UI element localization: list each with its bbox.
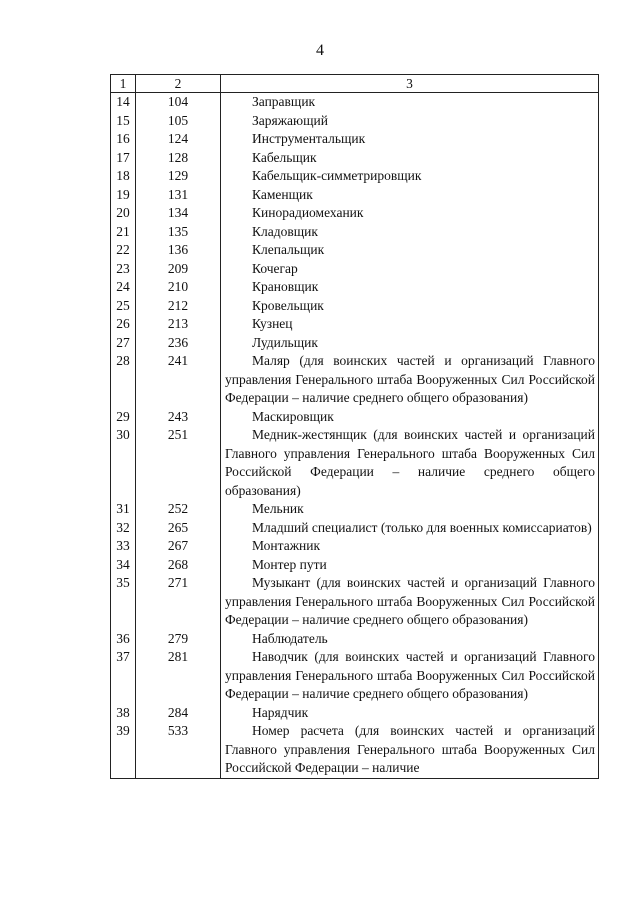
profession-code: 105 bbox=[136, 112, 221, 131]
table-row bbox=[111, 241, 599, 260]
profession-name: Кровельщик bbox=[252, 297, 324, 313]
profession-name-cell bbox=[221, 112, 599, 131]
profession-code: 271 bbox=[136, 574, 221, 630]
row-number: 19 bbox=[111, 186, 136, 205]
table-row bbox=[111, 223, 599, 242]
profession-name-cell bbox=[221, 93, 599, 112]
row-number: 21 bbox=[111, 223, 136, 242]
row-number: 25 bbox=[111, 297, 136, 316]
table-row bbox=[111, 630, 599, 649]
profession-name-cell bbox=[221, 241, 599, 260]
row-number: 37 bbox=[111, 648, 136, 704]
table-row bbox=[111, 537, 599, 556]
profession-name-cell bbox=[221, 278, 599, 297]
table-row bbox=[111, 260, 599, 279]
profession-name-cell bbox=[221, 630, 599, 649]
profession-name: Заправщик bbox=[252, 94, 316, 109]
row-number: 23 bbox=[111, 260, 136, 279]
table-row bbox=[111, 519, 599, 538]
profession-code: 128 bbox=[136, 149, 221, 168]
profession-name-cell bbox=[221, 648, 599, 704]
profession-code: 136 bbox=[136, 241, 221, 260]
profession-name: Наблюдатель bbox=[252, 630, 328, 646]
profession-code: 265 bbox=[136, 519, 221, 538]
row-number: 18 bbox=[111, 167, 136, 186]
profession-code: 131 bbox=[136, 186, 221, 205]
profession-code: 279 bbox=[136, 630, 221, 649]
profession-name: Каменщик bbox=[252, 186, 313, 202]
profession-code: 104 bbox=[136, 93, 221, 112]
profession-code: 252 bbox=[136, 500, 221, 519]
row-number: 29 bbox=[111, 408, 136, 427]
table-row bbox=[111, 93, 599, 112]
page-number: 4 bbox=[316, 42, 324, 59]
table-body bbox=[111, 93, 599, 779]
profession-name: Маскировщик bbox=[252, 408, 334, 424]
table-row bbox=[111, 167, 599, 186]
profession-code: 212 bbox=[136, 297, 221, 316]
profession-name-cell bbox=[221, 537, 599, 556]
row-number: 34 bbox=[111, 556, 136, 575]
profession-code: 241 bbox=[136, 352, 221, 408]
profession-name: Инструментальщик bbox=[252, 131, 366, 146]
profession-code: 268 bbox=[136, 556, 221, 575]
row-number: 31 bbox=[111, 500, 136, 519]
table-row bbox=[111, 334, 599, 353]
profession-name: Клепальщик bbox=[252, 242, 325, 257]
profession-code: 284 bbox=[136, 704, 221, 723]
table-row bbox=[111, 500, 599, 519]
profession-code: 251 bbox=[136, 426, 221, 500]
table-row bbox=[111, 297, 599, 316]
profession-code: 243 bbox=[136, 408, 221, 427]
profession-name: Кладовщик bbox=[252, 223, 318, 239]
row-number: 20 bbox=[111, 204, 136, 223]
profession-name: Медник-жестянщик (для воинских частей и организаций Главного управления Генерального штаба Вооруженных Сил Российской Федерации – наличие среднего общего образования) bbox=[225, 427, 595, 498]
profession-name-cell bbox=[221, 722, 599, 778]
profession-name: Кабельщик-симметрировщик bbox=[252, 168, 422, 183]
profession-name-cell bbox=[221, 260, 599, 279]
profession-code: 267 bbox=[136, 537, 221, 556]
profession-name: Кузнец bbox=[252, 316, 293, 331]
profession-name-cell bbox=[221, 352, 599, 408]
row-number: 24 bbox=[111, 278, 136, 297]
profession-name: Кабельщик bbox=[252, 149, 317, 165]
profession-name-cell bbox=[221, 704, 599, 723]
profession-name: Музыкант (для воинских частей и организаций Главного управления Генерального штаба Вооруженных Сил Российской Федерации – наличие среднего общего образования) bbox=[225, 575, 595, 627]
header-col-2: 2 bbox=[136, 75, 221, 93]
table-row bbox=[111, 130, 599, 149]
profession-code: 236 bbox=[136, 334, 221, 353]
table-row bbox=[111, 204, 599, 223]
row-number: 38 bbox=[111, 704, 136, 723]
profession-code: 213 bbox=[136, 315, 221, 334]
table-row bbox=[111, 278, 599, 297]
profession-name-cell bbox=[221, 297, 599, 316]
profession-name-cell bbox=[221, 315, 599, 334]
table-row bbox=[111, 648, 599, 704]
table-row bbox=[111, 112, 599, 131]
profession-name: Лудильщик bbox=[252, 334, 318, 350]
profession-name: Младший специалист (только для военных комиссариатов) bbox=[252, 519, 592, 535]
profession-name: Нарядчик bbox=[252, 704, 309, 720]
profession-code: 210 bbox=[136, 278, 221, 297]
row-number: 26 bbox=[111, 315, 136, 334]
row-number: 14 bbox=[111, 93, 136, 112]
profession-name-cell bbox=[221, 408, 599, 427]
profession-name-cell bbox=[221, 167, 599, 186]
row-number: 35 bbox=[111, 574, 136, 630]
table-row bbox=[111, 574, 599, 630]
header-col-3: 3 bbox=[221, 75, 599, 93]
profession-name-cell bbox=[221, 334, 599, 353]
table-row bbox=[111, 704, 599, 723]
profession-name-cell bbox=[221, 500, 599, 519]
profession-name: Маляр (для воинских частей и организаций Главного управления Генерального штаба Вооруженных Сил Российской Федерации – наличие среднего общего образования) bbox=[225, 353, 595, 405]
table-header-row bbox=[111, 75, 599, 93]
profession-code: 533 bbox=[136, 722, 221, 778]
profession-code: 281 bbox=[136, 648, 221, 704]
table-row bbox=[111, 315, 599, 334]
table-row bbox=[111, 408, 599, 427]
row-number: 15 bbox=[111, 112, 136, 131]
profession-code: 124 bbox=[136, 130, 221, 149]
profession-name-cell bbox=[221, 223, 599, 242]
table-row bbox=[111, 722, 599, 778]
profession-name: Монтер пути bbox=[252, 556, 327, 572]
header-col-1: 1 bbox=[111, 75, 136, 93]
row-number: 28 bbox=[111, 352, 136, 408]
table-row bbox=[111, 556, 599, 575]
profession-name-cell bbox=[221, 519, 599, 538]
profession-name: Мельник bbox=[252, 501, 304, 516]
profession-name-cell bbox=[221, 186, 599, 205]
row-number: 30 bbox=[111, 426, 136, 500]
table-row bbox=[111, 352, 599, 408]
profession-name-cell bbox=[221, 574, 599, 630]
row-number: 27 bbox=[111, 334, 136, 353]
profession-name: Монтажник bbox=[252, 538, 321, 553]
table-row bbox=[111, 149, 599, 168]
profession-name: Кинорадиомеханик bbox=[252, 205, 364, 220]
row-number: 39 bbox=[111, 722, 136, 778]
table-row bbox=[111, 426, 599, 500]
row-number: 17 bbox=[111, 149, 136, 168]
row-number: 33 bbox=[111, 537, 136, 556]
row-number: 22 bbox=[111, 241, 136, 260]
profession-name: Заряжающий bbox=[252, 112, 328, 128]
table-row bbox=[111, 186, 599, 205]
profession-code: 135 bbox=[136, 223, 221, 242]
profession-name-cell bbox=[221, 556, 599, 575]
profession-name: Номер расчета (для воинских частей и организаций Главного управления Генерального штаба Вооруженных Сил Российской Федерации – наличие bbox=[225, 723, 595, 775]
professions-table bbox=[110, 74, 599, 779]
profession-code: 129 bbox=[136, 167, 221, 186]
profession-name: Наводчик (для воинских частей и организаций Главного управления Генерального штаба Вооруженных Сил Российской Федерации – наличие среднего общего образования) bbox=[225, 649, 595, 701]
profession-name-cell bbox=[221, 149, 599, 168]
profession-name-cell bbox=[221, 204, 599, 223]
profession-code: 209 bbox=[136, 260, 221, 279]
profession-name: Кочегар bbox=[252, 260, 298, 276]
row-number: 16 bbox=[111, 130, 136, 149]
profession-name: Крановщик bbox=[252, 279, 319, 294]
profession-code: 134 bbox=[136, 204, 221, 223]
profession-name-cell bbox=[221, 426, 599, 500]
row-number: 32 bbox=[111, 519, 136, 538]
profession-name-cell bbox=[221, 130, 599, 149]
row-number: 36 bbox=[111, 630, 136, 649]
